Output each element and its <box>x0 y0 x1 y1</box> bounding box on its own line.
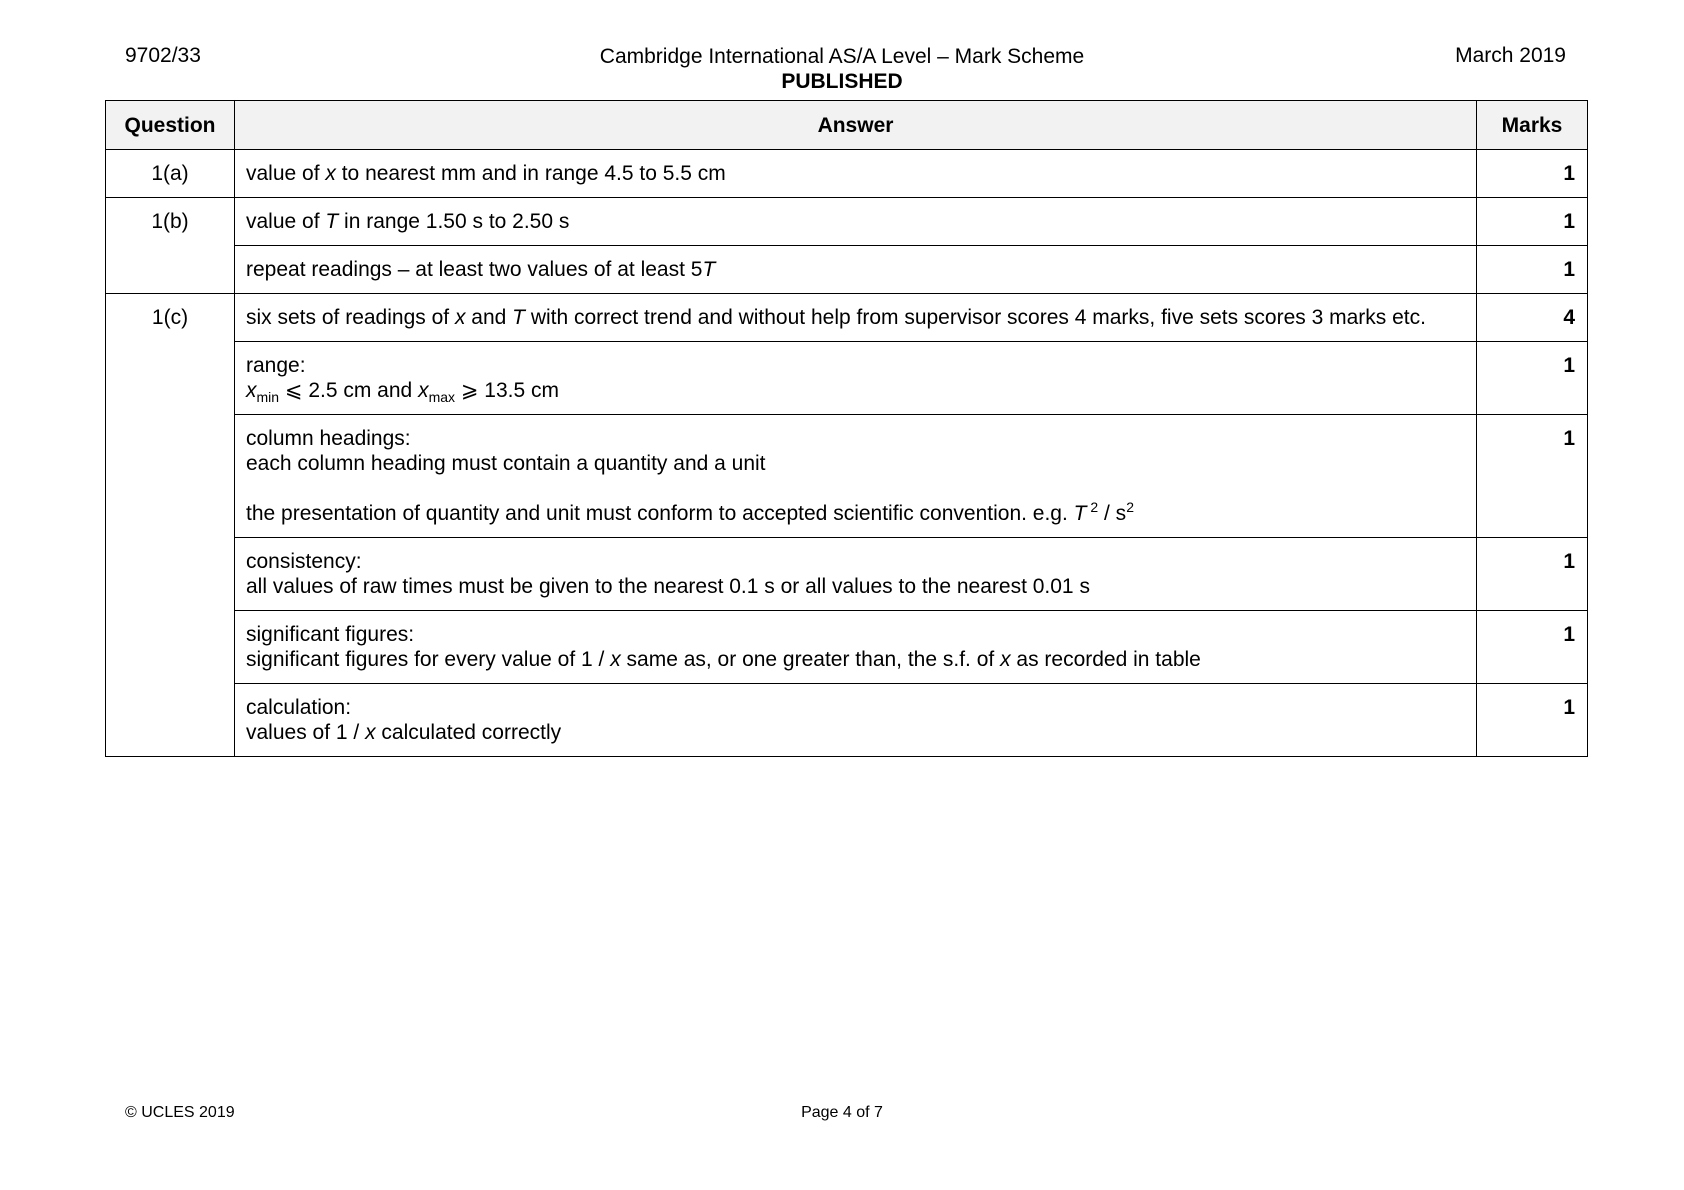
marks-value: 1 <box>1477 246 1588 294</box>
marks-value: 1 <box>1477 538 1588 611</box>
criterion-text: significant figures for every value of 1 / x same as, or one greater than, the s.f. of x as recorded in table <box>246 648 1201 671</box>
answer-text: value of T in range 1.50 s to 2.50 s <box>235 198 1477 246</box>
table-row <box>106 684 1588 757</box>
marks-value: 1 <box>1477 684 1588 757</box>
table-row <box>106 415 1588 538</box>
document-title: Cambridge International AS/A Level – Mark Scheme <box>599 45 1085 68</box>
answer-text: value of x to nearest mm and in range 4.5 to 5.5 cm <box>235 150 1477 198</box>
question-column-header: Question <box>106 101 235 150</box>
question-number: 1(a) <box>106 150 235 198</box>
marks-column-header: Marks <box>1477 101 1588 150</box>
marks-value: 1 <box>1477 198 1588 246</box>
criterion-label: column headings: <box>246 427 411 450</box>
criterion-label: calculation: <box>246 696 352 719</box>
table-row <box>106 611 1588 684</box>
document-header <box>0 44 1684 94</box>
criterion-text: values of 1 / x calculated correctly <box>246 721 562 744</box>
marks-value: 1 <box>1477 150 1588 198</box>
marks-value: 4 <box>1477 294 1588 342</box>
criterion-text: all values of raw times must be given to the nearest 0.1 s or all values to the nearest 0.01 s <box>246 575 1090 598</box>
criterion-label: range: <box>246 354 306 377</box>
criterion-text: $x_{min}$ ⩽ 2.5 cm and $x_{max}$ ⩾ 13.5 cm <box>246 379 559 406</box>
answer-text <box>235 538 1477 611</box>
question-number: 1(c) <box>106 294 235 757</box>
table-row <box>106 246 1588 294</box>
answer-text <box>235 342 1477 415</box>
criterion-label: significant figures: <box>246 623 415 646</box>
table-header-row <box>106 101 1588 150</box>
table-row <box>106 198 1588 246</box>
answer-text: repeat readings – at least two values of at least 5T <box>235 246 1477 294</box>
marks-value: 1 <box>1477 342 1588 415</box>
answer-text <box>235 415 1477 538</box>
table-row <box>106 294 1588 342</box>
answer-column-header: Answer <box>235 101 1477 150</box>
copyright-notice: © UCLES 2019 <box>125 1104 235 1121</box>
answer-text <box>235 684 1477 757</box>
mark-scheme-table <box>105 100 1588 757</box>
page-number: Page 4 of 7 <box>801 1104 883 1121</box>
answer-text: six sets of readings of x and T with correct trend and without help from supervisor scores 4 marks, five sets scores 3 marks etc. <box>235 294 1477 342</box>
paper-code: 9702/33 <box>125 44 201 67</box>
criterion-text: the presentation of quantity and unit must conform to accepted scientific convention. e.g. T $^2 / s^2$ <box>246 499 1134 525</box>
table-row <box>106 150 1588 198</box>
criterion-label: consistency: <box>246 550 362 573</box>
table-row <box>106 538 1588 611</box>
marks-value: 1 <box>1477 611 1588 684</box>
question-number: 1(b) <box>106 198 235 294</box>
criterion-text: each column heading must contain a quantity and a unit <box>246 452 766 475</box>
marks-value: 1 <box>1477 415 1588 538</box>
published-label: PUBLISHED <box>781 70 903 93</box>
exam-date: March 2019 <box>1455 44 1566 67</box>
answer-text <box>235 611 1477 684</box>
table-row <box>106 342 1588 415</box>
